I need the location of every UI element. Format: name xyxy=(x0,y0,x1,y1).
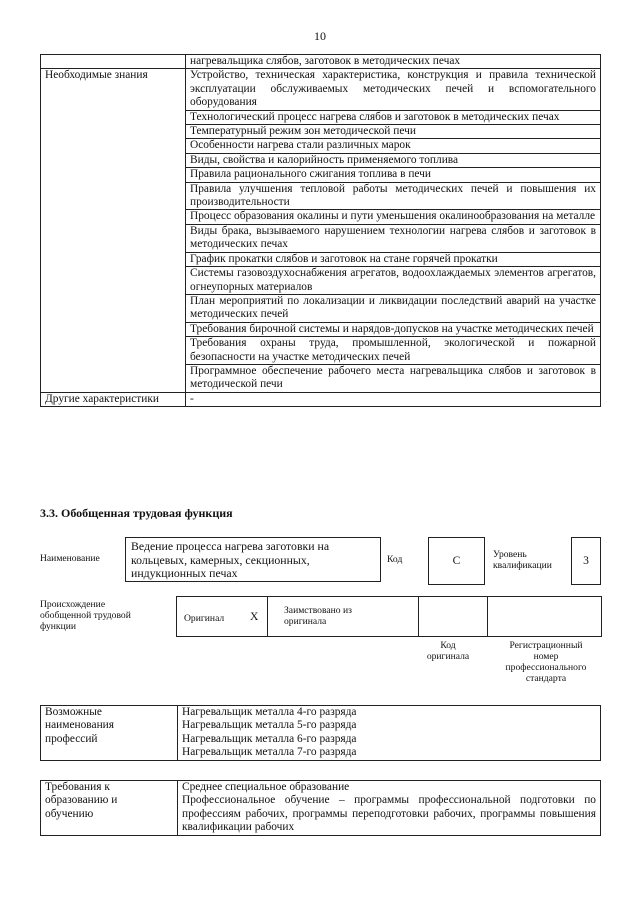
borrowed-label-line: оригинала xyxy=(284,616,327,627)
divider xyxy=(267,597,268,636)
divider xyxy=(418,597,419,636)
table-row xyxy=(41,781,601,836)
origin-label-line: Происхождение xyxy=(40,599,106,610)
code-original-line: Код xyxy=(440,640,456,651)
origin-label xyxy=(40,599,131,632)
name-label: Наименование xyxy=(40,553,100,564)
required-knowledge-item: Особенности нагрева стали различных марок xyxy=(186,139,601,153)
empty-label-cell xyxy=(41,55,186,69)
code-value: C xyxy=(452,554,461,567)
function-name-line: Ведение процесса нагрева заготовки на xyxy=(131,539,330,553)
required-knowledge-item: Системы газовоздухоснабжения агрегатов, водоохлаждаемых элементов агрегатов, огнеупорных материалов xyxy=(186,267,601,295)
required-knowledge-item: Устройство, техническая характеристика, конструкция и правила технической эксплуатации обслуживаемых методических печей и вспомогательного оборудования xyxy=(186,69,601,110)
professions-label-line: Возможные xyxy=(45,706,102,718)
code-box xyxy=(428,537,485,585)
table-row xyxy=(41,392,601,406)
required-knowledge-item: Технологический процесс нагрева слябов и заготовок в методических печах xyxy=(186,110,601,124)
function-name-line: кольцевых, камерных, секционных, xyxy=(131,552,310,567)
table-row xyxy=(41,706,601,761)
borrowed-label-line: Заимствовано из xyxy=(284,605,352,616)
table-row xyxy=(41,55,601,69)
required-knowledge-item: Виды брака, вызываемого нарушением технологии нагрева слябов и заготовок в методических печах xyxy=(186,224,601,252)
code-label: Код xyxy=(387,554,403,565)
table-row xyxy=(41,69,601,110)
function-name-line: индукционных печах xyxy=(131,566,238,580)
profession-item: Нагревальщик металла 6-го разряда xyxy=(182,732,357,745)
required-knowledge-item: Программное обеспечение рабочего места нагревальщика слябов и заготовок в методической печи xyxy=(186,364,601,392)
required-knowledge-label: Необходимые знания xyxy=(41,69,186,392)
profession-item: Нагревальщик металла 4-го разряда xyxy=(182,706,357,718)
profession-item: Нагревальщик металла 5-го разряда xyxy=(182,719,357,732)
level-label-line: Уровень xyxy=(493,549,527,560)
profession-item: Нагревальщик металла 7-го разряда xyxy=(182,746,357,759)
education-label-line: образованию и xyxy=(45,794,118,807)
required-knowledge-item: Правила улучшения тепловой работы методических печей и повышения их производительности xyxy=(186,182,601,210)
other-characteristics-label: Другие характеристики xyxy=(41,392,186,406)
origin-label-line: обобщенной трудовой xyxy=(40,610,131,621)
professions-table xyxy=(40,705,601,761)
required-knowledge-item: График прокатки слябов и заготовок на стане горячей прокатки xyxy=(186,252,601,266)
required-knowledge-table xyxy=(40,54,601,407)
required-knowledge-item: План мероприятий по локализации и ликвидации последствий аварий на участке методических печей xyxy=(186,294,601,322)
education-requirements xyxy=(178,781,601,836)
origin-label-line: функции xyxy=(40,621,76,632)
education-label-line: Требования к xyxy=(45,781,110,793)
reg-number-line: номер xyxy=(533,651,559,662)
other-characteristics-value: - xyxy=(186,392,601,406)
borrowed-label xyxy=(284,605,352,627)
function-name-box xyxy=(125,537,381,582)
professions-list xyxy=(178,706,601,761)
reg-number-line: профессионального xyxy=(505,662,587,673)
divider xyxy=(487,597,488,636)
section-title: 3.3. Обобщенная трудовая функция xyxy=(40,506,233,520)
origin-table xyxy=(176,596,602,637)
level-label-line: квалификации xyxy=(493,560,552,571)
original-mark: X xyxy=(250,610,259,623)
required-knowledge-item: Требования бирочной системы и нарядов-допусков на участке методических печей xyxy=(186,322,601,336)
education-item: Профессиональное обучение – программы профессиональной подготовки по профессиям рабочих, программы переподготовки рабочих, программы повышения квалификации рабочих xyxy=(182,794,596,834)
qualification-level-value: 3 xyxy=(583,554,589,567)
professions-label xyxy=(41,706,178,761)
required-knowledge-body xyxy=(41,55,601,407)
education-label xyxy=(41,781,178,836)
reg-number-line: Регистрационный xyxy=(509,640,583,651)
continuation-text: нагревальщика слябов, заготовок в методических печах xyxy=(186,55,601,69)
required-knowledge-item: Процесс образования окалины и пути уменьшения окалинообразования на металле xyxy=(186,210,601,224)
reg-number-line: стандарта xyxy=(525,673,567,684)
required-knowledge-item: Виды, свойства и калорийность применяемого топлива xyxy=(186,153,601,167)
code-original-line: оригинала xyxy=(426,651,470,662)
professions-label-line: профессий xyxy=(45,732,98,745)
professions-label-line: наименования xyxy=(45,719,115,732)
required-knowledge-item: Температурный режим зон методической печи xyxy=(186,125,601,139)
education-item: Среднее специальное образование xyxy=(182,781,350,793)
qualification-level-box xyxy=(571,537,601,585)
required-knowledge-item: Требования охраны труда, промышленной, экологической и пожарной безопасности на участке методических печей xyxy=(186,337,601,365)
original-label: Оригинал xyxy=(184,613,225,624)
function-name xyxy=(131,540,329,581)
qualification-level-label xyxy=(493,549,552,571)
education-label-line: обучению xyxy=(45,807,94,820)
education-table xyxy=(40,780,601,836)
page-number: 10 xyxy=(314,29,326,43)
code-original-label xyxy=(412,640,484,662)
required-knowledge-item: Правила рационального сжигания топлива в печи xyxy=(186,168,601,182)
registration-number-label xyxy=(491,640,601,684)
